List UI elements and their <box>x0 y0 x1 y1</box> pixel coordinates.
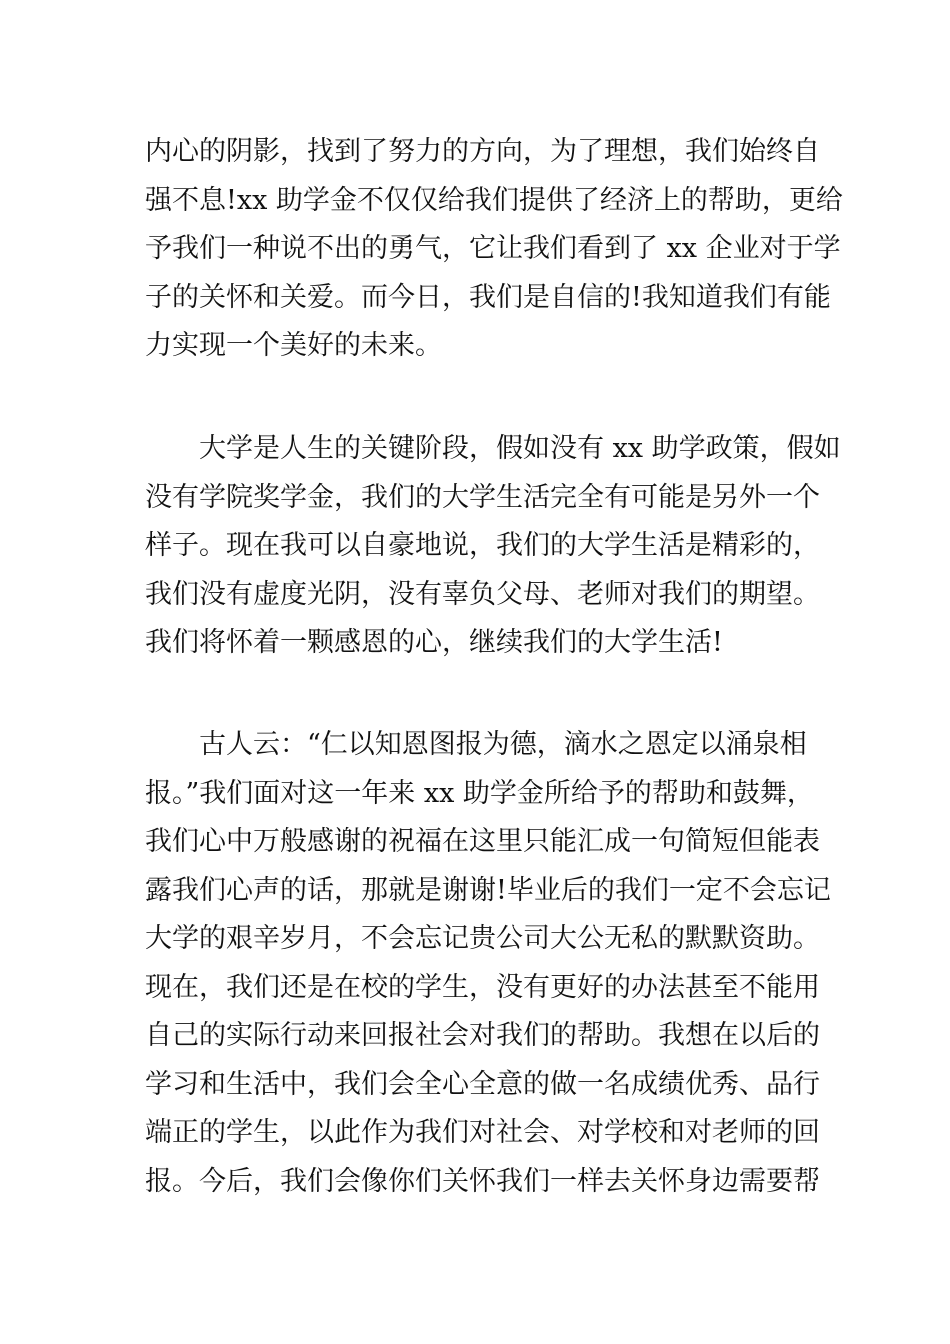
paragraph-line: 自己的实际行动来回报社会对我们的帮助。我想在以后的 <box>145 1020 820 1051</box>
paragraph-line: 我们心中万般感谢的祝福在这里只能汇成一句简短但能表 <box>145 826 820 857</box>
paragraph-line: 大学的艰辛岁月，不会忘记贵公司大公无私的默默资助。 <box>145 923 820 954</box>
paragraph-line: 报。”我们面对这一年来 xx 助学金所给予的帮助和鼓舞， <box>145 777 814 809</box>
paragraph-line: 没有学院奖学金，我们的大学生活完全有可能是另外一个 <box>145 481 820 513</box>
paragraph-2 <box>145 425 841 668</box>
paragraph-line: 力实现一个美好的未来。 <box>145 330 442 361</box>
paragraph-line: 露我们心声的话，那就是谢谢!毕业后的我们一定不会忘记 <box>145 874 831 906</box>
paragraph-3 <box>145 721 831 1206</box>
paragraph-line: 样子。现在我可以自豪地说，我们的大学生活是精彩的， <box>145 530 820 561</box>
paragraph-line: 大学是人生的关键阶段，假如没有 xx 助学政策，假如 <box>199 433 841 464</box>
paragraph-line: 端正的学生，以此作为我们对社会、对学校和对老师的回 <box>145 1117 820 1148</box>
paragraph-line: 我们将怀着一颗感恩的心，继续我们的大学生活! <box>145 627 723 658</box>
paragraph-line: 现在，我们还是在校的学生，没有更好的办法甚至不能用 <box>145 971 820 1003</box>
paragraph-line: 古人云：“仁以知恩图报为德，滴水之恩定以涌泉相 <box>199 729 807 760</box>
paragraph-1 <box>145 128 843 371</box>
paragraph-line: 学习和生活中，我们会全心全意的做一名成绩优秀、品行 <box>145 1068 820 1100</box>
paragraph-line: 报。今后，我们会像你们关怀我们一样去关怀身边需要帮 <box>145 1165 820 1197</box>
paragraph-line: 我们没有虚度光阴，没有辜负父母、老师对我们的期望。 <box>145 578 820 610</box>
paragraph-line: 强不息!xx 助学金不仅仅给我们提供了经济上的帮助，更给 <box>145 184 843 216</box>
paragraph-line: 内心的阴影，找到了努力的方向，为了理想，我们始终自 <box>145 136 820 167</box>
paragraph-line: 予我们一种说不出的勇气，它让我们看到了 xx 企业对于学 <box>145 233 841 264</box>
paragraph-line: 子的关怀和关爱。而今日，我们是自信的!我知道我们有能 <box>145 281 831 313</box>
